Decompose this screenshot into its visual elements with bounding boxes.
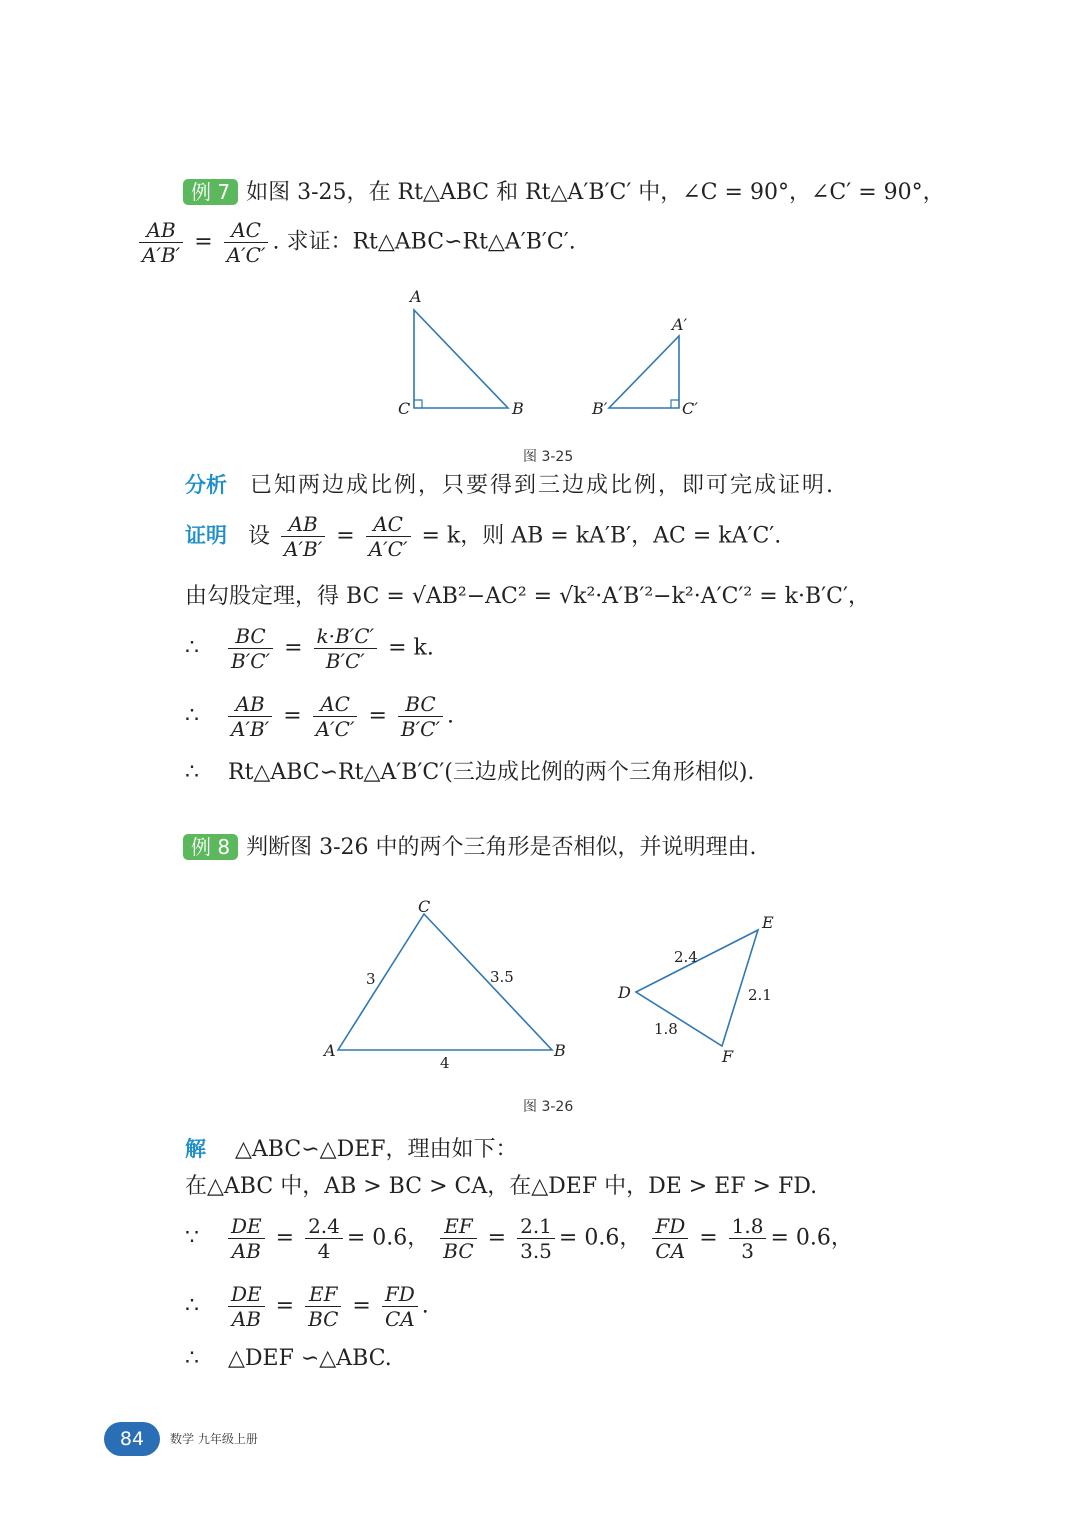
solution-conclusion: ∴ △DEF ∽△ABC. [185,1346,392,1371]
solution-line4: ∴ $\frac{DE}{AB}$ = $\frac{EF}{BC}$ = $\frac{FD}{CA}$ . [185,1282,429,1331]
example8-tag: 例 8 [183,834,238,860]
fraction: $\frac{BC}{B'C'}$ [398,692,443,741]
fraction: $\frac{DE}{AB}$ [228,1214,265,1263]
example7-line1 [183,178,945,208]
side-ab: 4 [440,1054,450,1070]
fraction: $\frac{AC}{A'C'}$ [366,512,411,561]
label-d: D [618,983,631,1002]
proof-line4: ∴ $\frac{AB}{A'B'}$ = $\frac{AC}{A'C'}$ = $\frac{BC}{B'C'}$ . [185,692,454,741]
page-number: 84 [104,1422,160,1456]
label-a: A [324,1041,336,1060]
label-c: C [418,897,431,916]
example8-statement: 判断图 3-26 中的两个三角形是否相似，并说明理由. [246,835,757,860]
footer-book-title: 数学 九年级上册 [170,1432,258,1446]
analysis-line [185,470,835,501]
example7-tag: 例 7 [183,179,238,205]
fraction: $\frac{FD}{CA}$ [382,1282,418,1331]
side-ac: 3 [366,970,376,988]
solution-line2: 在△ABC 中，AB > BC > CA，在△DEF 中，DE > EF > FD. [185,1174,818,1199]
fraction: $\frac{2.4}{4}$ [305,1214,343,1263]
side-df: 1.8 [654,1020,678,1038]
fraction: $\frac{2.1}{3.5}$ [517,1214,555,1263]
triangle-abc [414,310,508,408]
side-de: 2.4 [674,948,698,966]
label-c-prime: C′ [682,399,698,418]
example7-line2: $\frac{AB}{A'B'}$ = $\frac{AC}{A'C'}$ . 求证：Rt△ABC∽Rt△A′B′C′. [135,218,576,267]
fraction: $\frac{AB}{A'B'}$ [228,692,272,741]
solution-label: 解 [185,1137,206,1161]
fraction: $\frac{AB}{A'B'}$ [139,218,183,267]
figure-3-26 [310,890,790,1070]
right-angle-mark [414,400,422,408]
triangle-a2b2c2 [609,336,679,408]
example7-statement: 如图 3-25，在 Rt△ABC 和 Rt△A′B′C′ 中，∠C = 90°，∠C′ = 90°， [246,180,945,205]
proof-conclusion: ∴ Rt△ABC∽Rt△A′B′C′(三边成比例的两个三角形相似). [185,760,755,785]
fraction: $\frac{EF}{BC}$ [440,1214,476,1263]
proof-line1: 证明 设 $\frac{AB}{A'B'}$ = $\frac{AC}{A'C'}$ = k，则 AB = kA′B′，AC = kA′C′. [185,512,782,561]
label-b: B [554,1041,566,1060]
proof-pythagoras: 由勾股定理，得 BC = √AB²−AC² = √k²·A′B′²−k²·A′C′² = k·B′C′， [185,584,870,609]
label-a-prime: A′ [672,315,688,334]
side-bc: 3.5 [490,968,514,986]
fraction: $\frac{BC}{B'C'}$ [228,624,273,673]
label-f: F [722,1047,734,1066]
side-ef: 2.1 [748,986,772,1004]
figure-3-25 [380,280,720,440]
fraction: $\frac{k\cdot B'C'}{B'C'}$ [314,624,378,673]
proof-label: 证明 [185,523,227,548]
label-a: A [410,287,422,306]
analysis-text: 已知两边成比例，只要得到三边成比例，即可完成证明. [250,473,835,498]
label-b-prime: B′ [592,399,608,418]
figure-3-25-caption: 图 3-25 [523,449,574,465]
right-angle-mark [671,400,679,408]
fraction: $\frac{AC}{A'C'}$ [313,692,358,741]
label-e: E [762,913,774,932]
figure-3-26-caption: 图 3-26 [523,1099,574,1115]
solution-line1: 解 △ABC∽△DEF，理由如下： [185,1137,518,1162]
example8-line [183,833,757,863]
label-b: B [512,399,524,418]
example7-goal: . 求证：Rt△ABC∽Rt△A′B′C′. [272,229,576,255]
analysis-label: 分析 [185,473,227,497]
label-c: C [398,399,411,418]
fraction: $\frac{DE}{AB}$ [228,1282,265,1331]
proof-line3: ∴ $\frac{BC}{B'C'}$ = $\frac{k\cdot B'C'}{B'C'}$ = k. [185,624,434,673]
fraction: $\frac{AC}{A'C'}$ [224,218,269,267]
fraction: $\frac{1.8}{3}$ [729,1214,767,1263]
fraction: $\frac{FD}{CA}$ [652,1214,688,1263]
fraction: $\frac{AB}{A'B'}$ [281,512,325,561]
solution-ratios: ∵ $\frac{DE}{AB}$ = $\frac{2.4}{4}$ = 0.6， $\frac{EF}{BC}$ = $\frac{2.1}{3.5}$ = 0.6， $\frac{FD}{CA}$ = $\frac{1.8}{3}$ = 0.6， [185,1214,853,1263]
fraction: $\frac{EF}{BC}$ [305,1282,341,1331]
